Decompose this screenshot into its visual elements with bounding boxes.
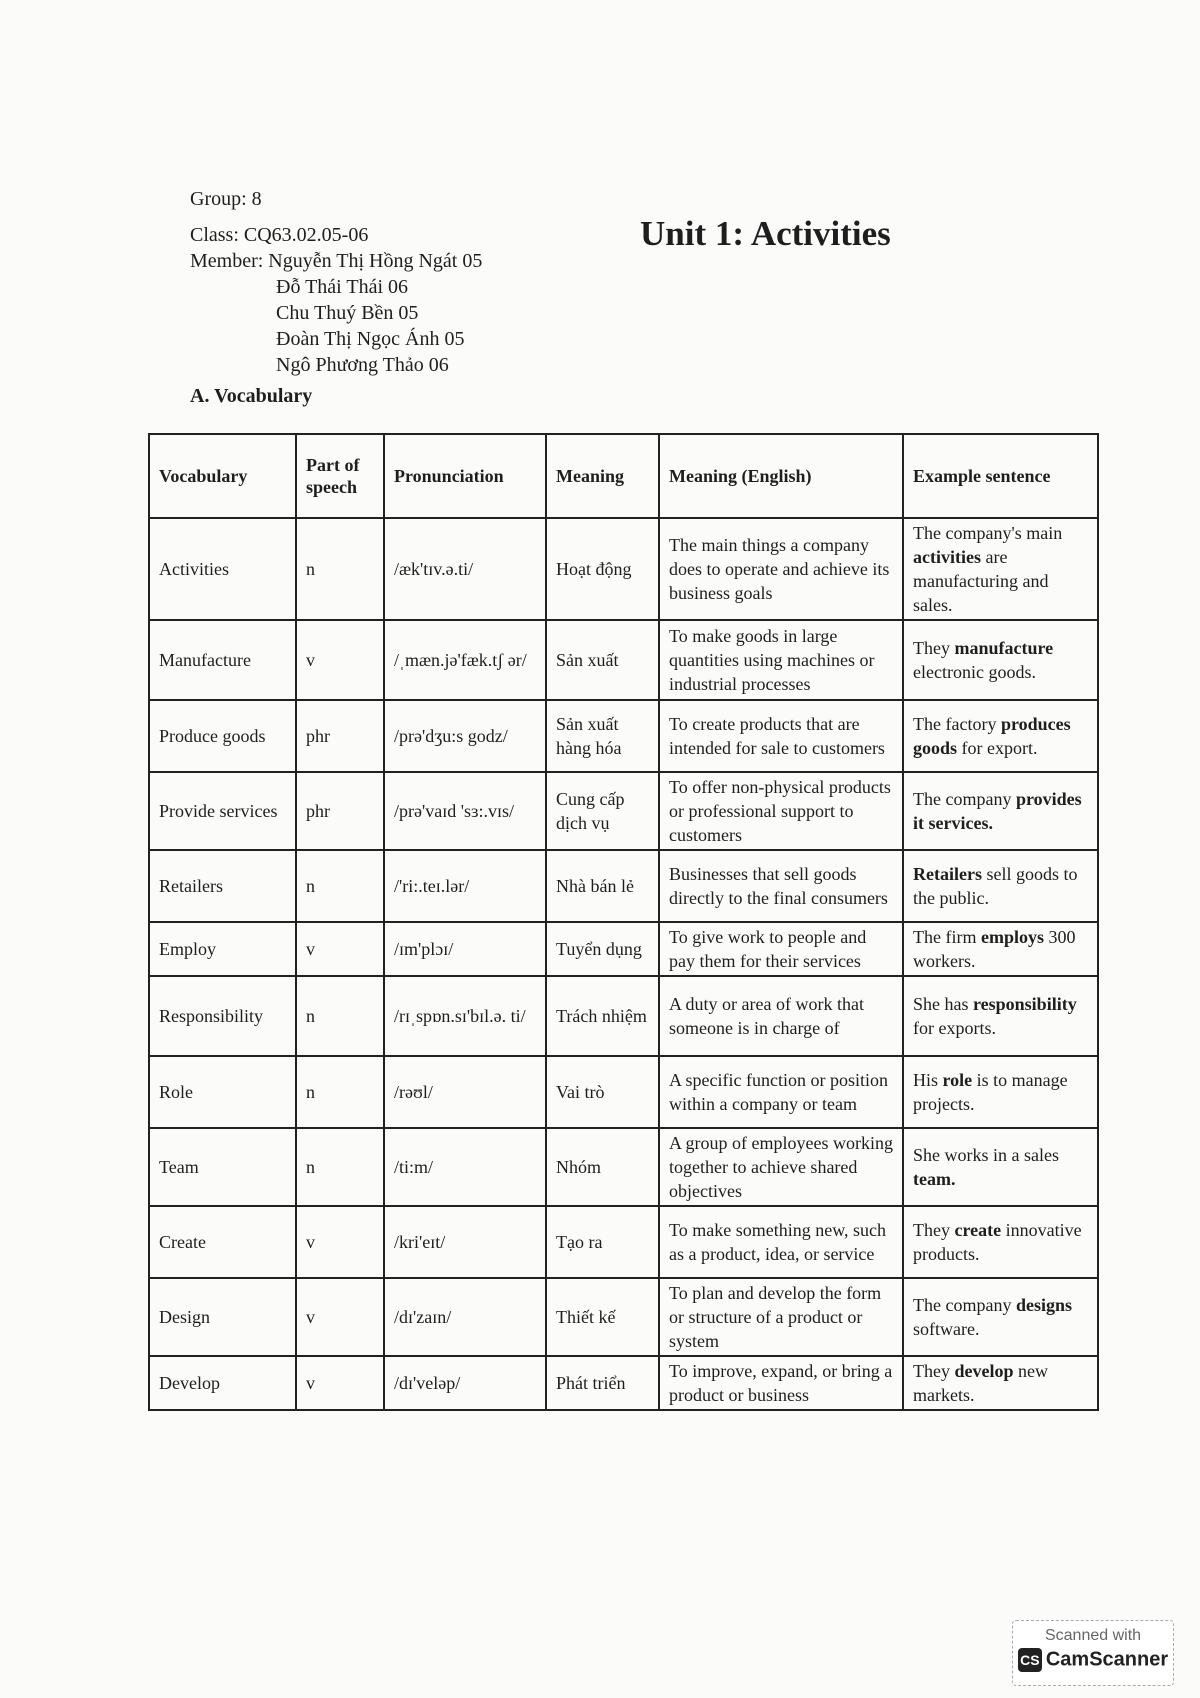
column-header: Meaning (English) xyxy=(659,434,903,518)
english-meaning-cell: Businesses that sell goods directly to the final consumers xyxy=(659,850,903,922)
group-label: Group: 8 xyxy=(190,188,262,210)
english-meaning-cell: A duty or area of work that someone is in charge of xyxy=(659,976,903,1056)
example-text: for exports. xyxy=(913,1018,996,1038)
example-text: She has xyxy=(913,994,973,1014)
part-of-speech-cell: n xyxy=(296,850,384,922)
example-highlight: activities xyxy=(913,547,981,567)
class-label: Class: CQ63.02.05-06 xyxy=(190,224,369,246)
table-row xyxy=(149,1128,1098,1206)
english-meaning-cell: To make something new, such as a product, idea, or service xyxy=(659,1206,903,1278)
example-highlight: produces goods xyxy=(913,714,1071,758)
pronunciation-cell: /'ri:.teɪ.lər/ xyxy=(384,850,546,922)
example-text: electronic goods. xyxy=(913,662,1036,682)
example-highlight: develop xyxy=(954,1361,1014,1381)
part-of-speech-cell: n xyxy=(296,976,384,1056)
example-text: They xyxy=(913,638,955,658)
example-text: innovative products. xyxy=(913,1220,1082,1264)
example-highlight: employs xyxy=(980,927,1044,947)
part-of-speech-cell: v xyxy=(296,1278,384,1356)
example-text: They xyxy=(913,1220,955,1240)
english-meaning-cell: To offer non-physical products or professional support to customers xyxy=(659,772,903,850)
member-name: Đoàn Thị Ngọc Ánh 05 xyxy=(276,328,465,350)
pronunciation-cell: /prə'dʒu:s godz/ xyxy=(384,700,546,772)
example-text: His xyxy=(913,1070,943,1090)
example-text: The company xyxy=(913,1295,1016,1315)
example-text: The company xyxy=(913,789,1016,809)
example-highlight: Retailers xyxy=(913,864,982,884)
example-sentence-cell xyxy=(903,922,1098,976)
example-sentence-cell xyxy=(903,1278,1098,1356)
english-meaning-cell: A specific function or position within a company or team xyxy=(659,1056,903,1128)
table-row xyxy=(149,772,1098,850)
table-body xyxy=(149,518,1098,1410)
part-of-speech-cell: n xyxy=(296,1056,384,1128)
meaning-cell: Sản xuất xyxy=(546,620,659,700)
example-sentence-cell xyxy=(903,1056,1098,1128)
example-text: are manufacturing and sales. xyxy=(913,547,1049,615)
part-of-speech-cell: v xyxy=(296,922,384,976)
part-of-speech-cell: v xyxy=(296,1206,384,1278)
example-sentence-cell xyxy=(903,1356,1098,1410)
table-row xyxy=(149,620,1098,700)
example-highlight: provides it services. xyxy=(913,789,1082,833)
part-of-speech-cell: n xyxy=(296,1128,384,1206)
example-sentence-cell xyxy=(903,1206,1098,1278)
page-title: Unit 1: Activities xyxy=(640,214,891,253)
table-header-row xyxy=(149,434,1098,518)
example-text: The firm xyxy=(913,927,981,947)
pronunciation-cell: /kri'eɪt/ xyxy=(384,1206,546,1278)
example-highlight: role xyxy=(942,1070,973,1090)
example-sentence-cell xyxy=(903,518,1098,620)
pronunciation-cell: /prə'vaɪd 'sɜ:.vɪs/ xyxy=(384,772,546,850)
table-row xyxy=(149,1206,1098,1278)
meaning-cell: Nhóm xyxy=(546,1128,659,1206)
vocabulary-cell: Employ xyxy=(149,922,296,976)
table-row xyxy=(149,1356,1098,1410)
example-sentence-cell xyxy=(903,620,1098,700)
part-of-speech-cell: phr xyxy=(296,772,384,850)
table-row xyxy=(149,976,1098,1056)
example-highlight: responsibility xyxy=(973,994,1077,1014)
example-text: is to manage projects. xyxy=(913,1070,1068,1114)
table-row xyxy=(149,850,1098,922)
example-text: The factory xyxy=(913,714,1001,734)
header-info xyxy=(190,186,482,378)
meaning-cell: Hoạt động xyxy=(546,518,659,620)
example-highlight: manufacture xyxy=(954,638,1054,658)
vocabulary-cell: Design xyxy=(149,1278,296,1356)
meaning-cell: Sản xuất hàng hóa xyxy=(546,700,659,772)
watermark-top-text: Scanned with xyxy=(1044,1627,1142,1644)
example-sentence-cell xyxy=(903,1128,1098,1206)
column-header: Pronunciation xyxy=(384,434,546,518)
vocabulary-cell: Produce goods xyxy=(149,700,296,772)
pronunciation-cell: /rəʊl/ xyxy=(384,1056,546,1128)
part-of-speech-cell: v xyxy=(296,620,384,700)
example-text: She works in a sales xyxy=(913,1145,1059,1165)
watermark-brand-text: CamScanner xyxy=(1045,1648,1169,1671)
english-meaning-cell: To create products that are intended for sale to customers xyxy=(659,700,903,772)
vocabulary-cell: Role xyxy=(149,1056,296,1128)
section-heading: A. Vocabulary xyxy=(190,385,313,407)
part-of-speech-cell: n xyxy=(296,518,384,620)
example-text: 300 workers. xyxy=(913,927,1076,971)
example-sentence-cell xyxy=(903,700,1098,772)
meaning-cell: Thiết kế xyxy=(546,1278,659,1356)
example-text: They xyxy=(913,1361,955,1381)
example-text: for export. xyxy=(957,738,1038,758)
example-text: software. xyxy=(913,1319,980,1339)
english-meaning-cell: To give work to people and pay them for their services xyxy=(659,922,903,976)
vocabulary-cell: Team xyxy=(149,1128,296,1206)
meaning-cell: Phát triển xyxy=(546,1356,659,1410)
pronunciation-cell: /dɪ'zaɪn/ xyxy=(384,1278,546,1356)
example-text: new markets. xyxy=(913,1361,1048,1405)
pronunciation-cell: /rɪˌspɒn.sɪ'bɪl.ə. ti/ xyxy=(384,976,546,1056)
example-highlight: create xyxy=(954,1220,1002,1240)
pronunciation-cell: /ti:m/ xyxy=(384,1128,546,1206)
example-text: The company's main xyxy=(913,523,1063,543)
example-highlight: team. xyxy=(913,1169,956,1189)
vocabulary-cell: Manufacture xyxy=(149,620,296,700)
example-text: sell goods to the public. xyxy=(913,864,1078,908)
meaning-cell: Tạo ra xyxy=(546,1206,659,1278)
vocabulary-cell: Retailers xyxy=(149,850,296,922)
part-of-speech-cell: phr xyxy=(296,700,384,772)
english-meaning-cell: A group of employees working together to achieve shared objectives xyxy=(659,1128,903,1206)
table-row xyxy=(149,700,1098,772)
meaning-cell: Tuyển dụng xyxy=(546,922,659,976)
member-name: Chu Thuý Bền 05 xyxy=(276,302,419,324)
table-row xyxy=(149,1056,1098,1128)
english-meaning-cell: To improve, expand, or bring a product or business xyxy=(659,1356,903,1410)
english-meaning-cell: To plan and develop the form or structure of a product or system xyxy=(659,1278,903,1356)
pronunciation-cell: /æk'tɪv.ə.ti/ xyxy=(384,518,546,620)
vocabulary-cell: Activities xyxy=(149,518,296,620)
meaning-cell: Nhà bán lẻ xyxy=(546,850,659,922)
vocabulary-table xyxy=(148,433,1099,1411)
vocabulary-cell: Provide services xyxy=(149,772,296,850)
column-header: Meaning xyxy=(546,434,659,518)
member-label: Member: Nguyễn Thị Hồng Ngát 05 xyxy=(190,250,483,272)
table-row xyxy=(149,922,1098,976)
example-highlight: designs xyxy=(1015,1295,1072,1315)
column-header: Vocabulary xyxy=(149,434,296,518)
vocabulary-cell: Responsibility xyxy=(149,976,296,1056)
example-sentence-cell xyxy=(903,850,1098,922)
table-row xyxy=(149,1278,1098,1356)
pronunciation-cell: /dɪ'veləp/ xyxy=(384,1356,546,1410)
column-header: Example sentence xyxy=(903,434,1098,518)
column-header: Part of speech xyxy=(296,434,384,518)
vocabulary-cell: Develop xyxy=(149,1356,296,1410)
pronunciation-cell: /ɪm'plɔɪ/ xyxy=(384,922,546,976)
member-name: Đỗ Thái Thái 06 xyxy=(276,276,409,298)
example-sentence-cell xyxy=(903,976,1098,1056)
meaning-cell: Cung cấp dịch vụ xyxy=(546,772,659,850)
camscanner-watermark xyxy=(1012,1620,1174,1686)
camscanner-logo-icon: CS xyxy=(1018,1648,1042,1672)
english-meaning-cell: The main things a company does to operate and achieve its business goals xyxy=(659,518,903,620)
english-meaning-cell: To make goods in large quantities using machines or industrial processes xyxy=(659,620,903,700)
table-row xyxy=(149,518,1098,620)
example-sentence-cell xyxy=(903,772,1098,850)
pronunciation-cell: /ˌmæn.jə'fæk.tʃ ər/ xyxy=(384,620,546,700)
meaning-cell: Trách nhiệm xyxy=(546,976,659,1056)
vocabulary-cell: Create xyxy=(149,1206,296,1278)
member-name: Ngô Phương Thảo 06 xyxy=(276,354,449,376)
part-of-speech-cell: v xyxy=(296,1356,384,1410)
meaning-cell: Vai trò xyxy=(546,1056,659,1128)
